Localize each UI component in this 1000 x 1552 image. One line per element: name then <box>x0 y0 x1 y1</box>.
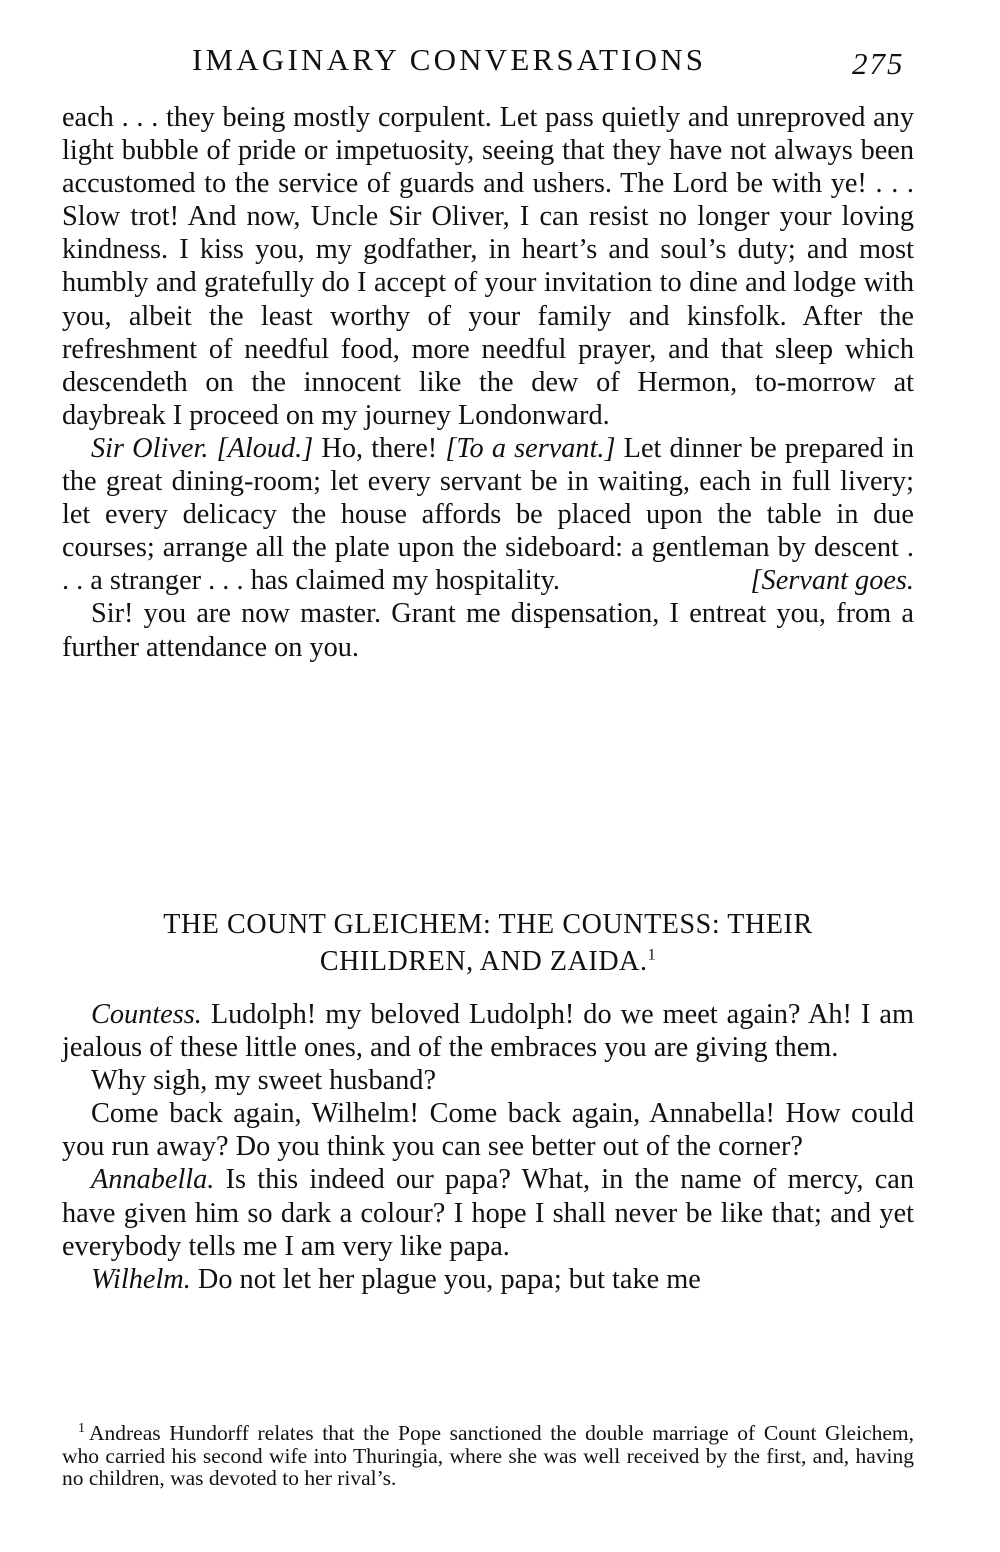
stage-direction: [To a servant.] <box>445 432 616 464</box>
section-title-line-2 <box>62 943 914 980</box>
section-title-line-2-text: CHILDREN, AND ZAIDA. <box>319 946 648 977</box>
stage-direction-exit: [Servant goes. <box>750 565 914 597</box>
section-title <box>62 906 914 980</box>
page-number: 275 <box>852 46 905 81</box>
body-text-part-1 <box>62 101 914 664</box>
paragraph-3: Sir! you are now master. Grant me dispensation, I entreat you, from a further attendance on you. <box>62 598 914 663</box>
dialogue-text: Let dinner be prepared in the great dining-room; let every servant be in waiting, each in full livery; let every delicacy the house affords be placed upon the table in due courses; arrange all the plate upon the sideboard: a gentleman by descent . . . a stranger . . . has claimed my hospitality. <box>62 432 914 597</box>
paragraph-1: each . . . they being mostly corpulent. Let pass quietly and unreproved any light bubble of pride or impetuosity, seeing that they have not always been accustomed to the service of guards and ushers. The Lord be with ye! . . . Slow trot! And now, Uncle Sir Oliver, I can resist no longer your loving kindness. I kiss you, my godfather, in heart’s and soul’s duty; and most humbly and gratefully do I accept of your invitation to dine and lodge with you, albeit the least worthy of your family and kinsfolk. After the refreshment of needful food, more needful prayer, and that sleep which descendeth on the innocent like the dew of Hermon, to-morrow at daybreak I proceed on my journey Londonward. <box>62 102 914 431</box>
speaker-name: Countess. <box>91 999 202 1030</box>
footnote-text: Andreas Hundorff relates that the Pope sanctioned the double marriage of Count Gleichem, who carried his second wife into Thuringia, where she was well received by the first, and, having no children, was devoted to her rival’s. <box>62 1421 914 1490</box>
running-head <box>0 42 1000 86</box>
paragraph-countess <box>62 998 914 1064</box>
footnote <box>62 1422 914 1490</box>
paragraph-countess-2: Why sigh, my sweet husband? <box>91 1065 437 1097</box>
speaker-name: Annabella. <box>91 1164 215 1196</box>
paragraph-sir-oliver <box>62 432 914 597</box>
dialogue-text: Do not let her plague you, papa; but take me <box>190 1263 701 1295</box>
stage-direction: [Aloud.] <box>216 432 314 464</box>
paragraph-annabella <box>62 1163 914 1262</box>
dialogue-text: Ludolph! my beloved Ludolph! do we meet again? Ah! I am jealous of these little ones, and of the embraces you are giving them. <box>62 999 914 1064</box>
running-head-title: IMAGINARY CONVERSATIONS <box>192 42 707 77</box>
speaker-name: Wilhelm. <box>91 1263 191 1295</box>
dialogue-text: Is this indeed our papa? What, in the name of mercy, can have given him so dark a colour? I hope I shall never be like that; and yet everybody tells me I am very like papa. <box>62 1164 914 1262</box>
speaker-name: Sir Oliver. <box>91 432 209 464</box>
footnote-paragraph <box>62 1422 914 1490</box>
footnote-mark: 1 <box>78 1420 85 1436</box>
body-text-part-2 <box>62 998 914 1296</box>
paragraph-wilhelm <box>62 1263 914 1296</box>
dialogue-text: Ho, there! <box>313 432 446 464</box>
section-title-line-1: THE COUNT GLEICHEM: THE COUNTESS: THEIR <box>163 909 813 940</box>
footnote-reference: 1 <box>647 946 657 964</box>
paragraph-countess-3: Come back again, Wilhelm! Come back again, Annabella! How could you run away? Do you think you can see better out of the corner? <box>62 1098 914 1163</box>
